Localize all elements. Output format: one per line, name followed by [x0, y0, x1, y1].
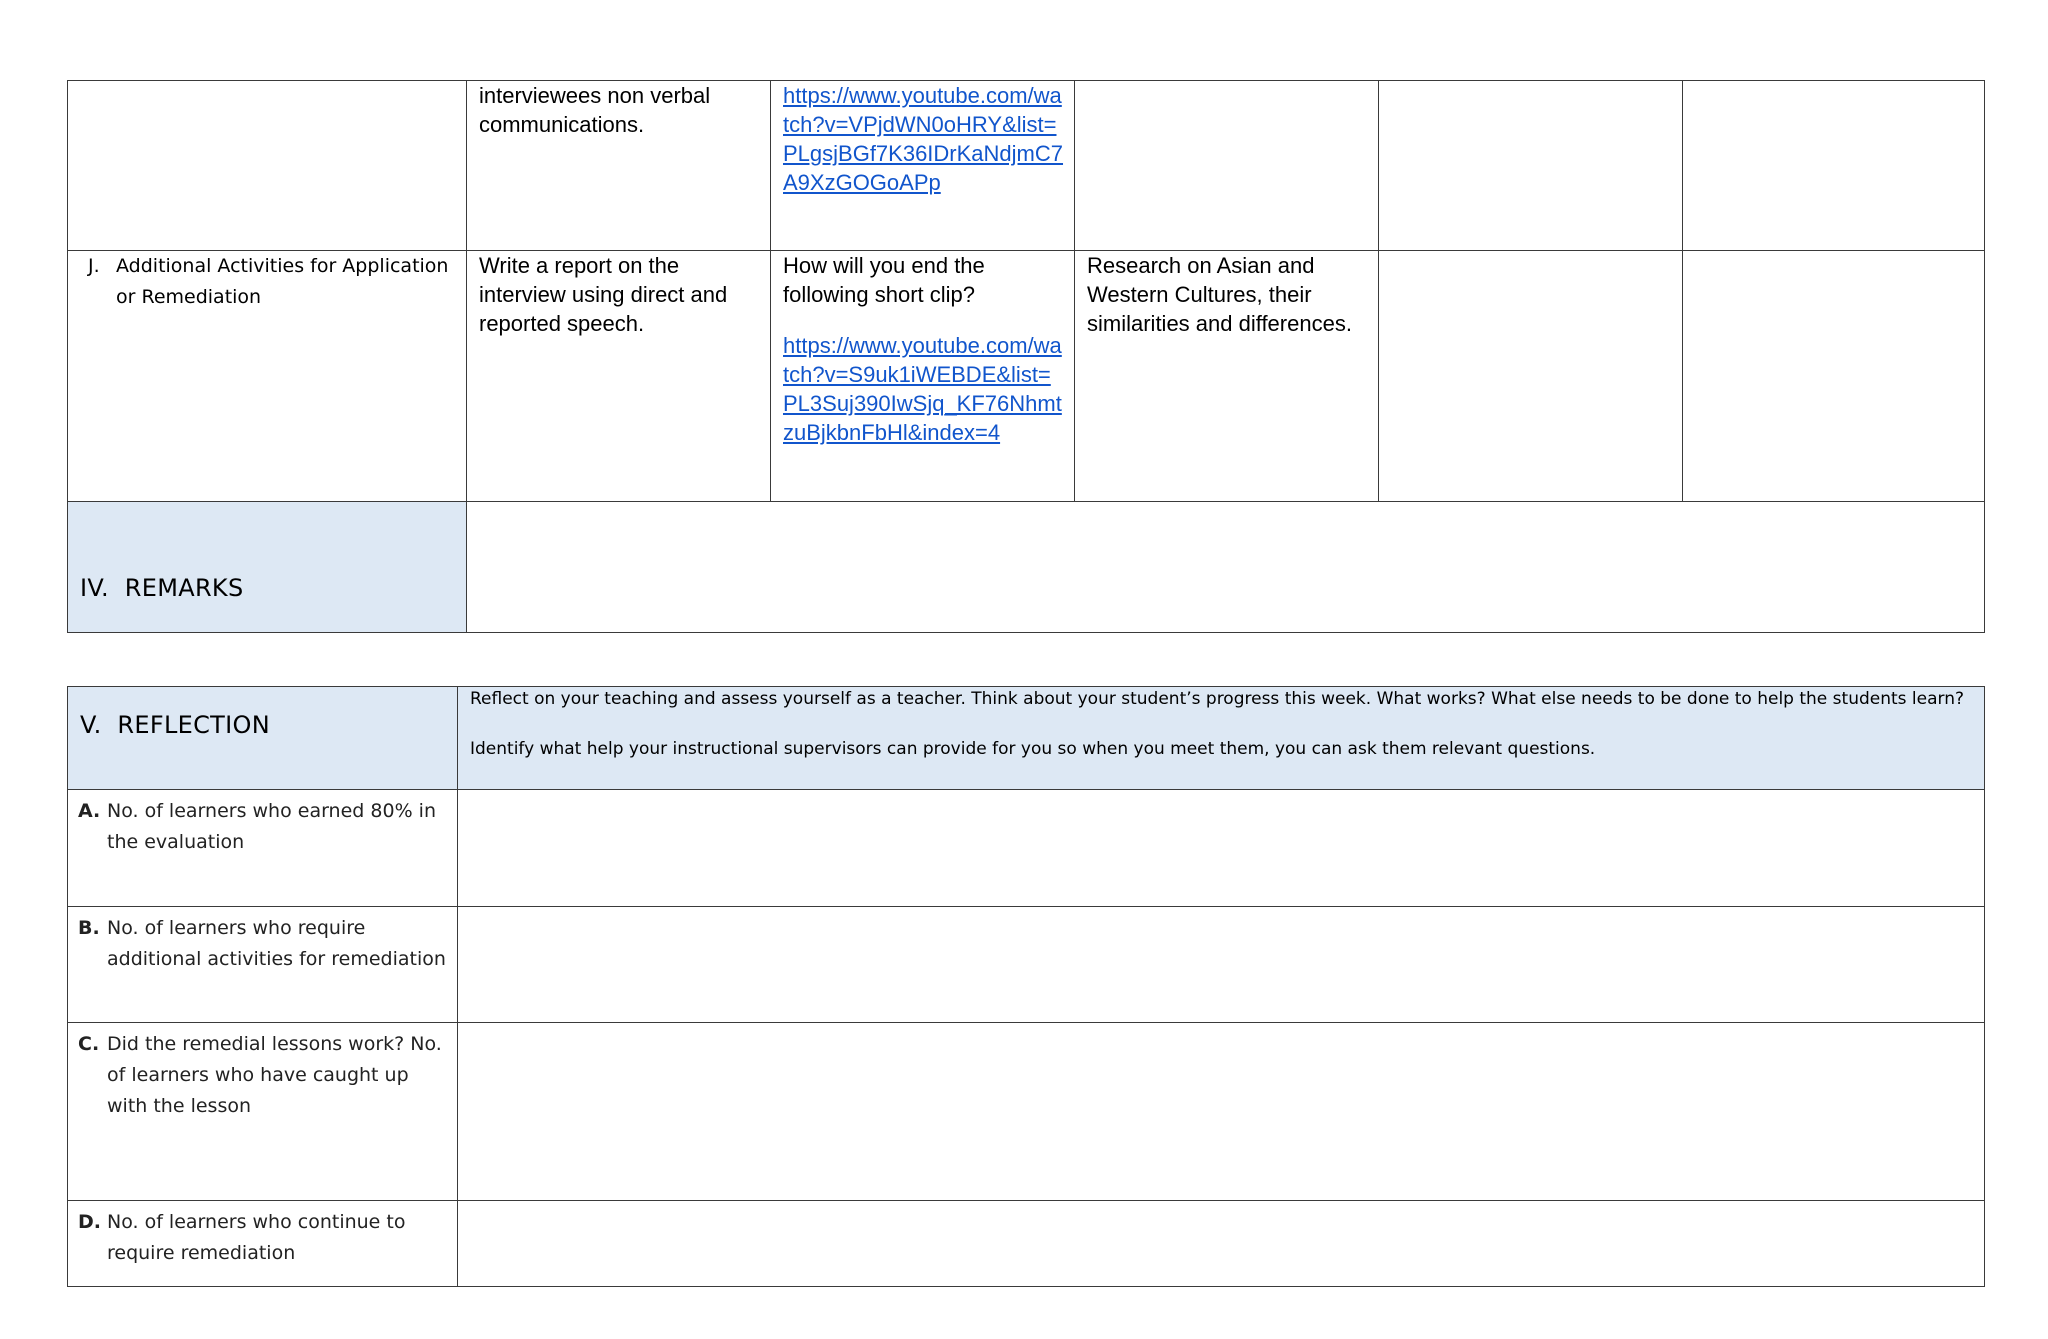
item-c-label-cell	[68, 1023, 458, 1201]
item-c-text: Did the remedial lessons work? No. of learners who have caught up with the lesson	[107, 1033, 442, 1117]
row2-col3-cell	[771, 251, 1075, 502]
item-c-letter: C.	[78, 1033, 100, 1055]
row1-col4-cell	[1075, 81, 1379, 251]
row2-col4-cell	[1075, 251, 1379, 502]
remarks-numeral: IV.	[80, 574, 109, 602]
label-text: Additional Activities for Application or Remediation	[116, 255, 449, 308]
item-a-label-cell	[68, 790, 458, 907]
row1-col5-cell	[1379, 81, 1683, 251]
item-d-label-cell	[68, 1201, 458, 1286]
row1-col3-cell	[771, 81, 1075, 251]
additional-activities-label	[88, 251, 466, 313]
reflection-heading	[80, 711, 270, 739]
reflection-table	[67, 686, 1985, 1287]
row2-col2-text: Write a report on the interview using direct and reported speech.	[479, 253, 728, 336]
item-d	[78, 1207, 448, 1269]
item-b-answer-cell[interactable]	[458, 907, 1984, 1023]
item-b-letter: B.	[78, 917, 100, 939]
item-d-text: No. of learners who continue to require remediation	[107, 1211, 406, 1264]
item-b	[78, 913, 448, 975]
row2-col6-cell	[1683, 251, 1984, 502]
row2-col2-cell	[467, 251, 771, 502]
row1-col6-cell	[1683, 81, 1984, 251]
remarks-content-cell[interactable]	[467, 502, 1984, 632]
reflection-prompt-cell	[458, 687, 1984, 790]
row2-col3-question: How will you end the following short clip?	[783, 253, 985, 307]
row2-video-link[interactable]: https://www.youtube.com/watch?v=S9uk1iWEBDE&list=PL3Suj390IwSjq_KF76NhmtzuBjkbnFbHl&index=4	[783, 333, 1062, 445]
reflection-prompt-2: Identify what help your instructional supervisors can provide for you so when you meet them, you can ask them relevant questions.	[470, 739, 1596, 759]
row1-label-cell	[68, 81, 467, 251]
item-a-answer-cell[interactable]	[458, 790, 1984, 907]
remarks-label-cell	[68, 502, 467, 632]
row2-col5-cell	[1379, 251, 1683, 502]
item-d-answer-cell[interactable]	[458, 1201, 1984, 1286]
lesson-activities-table	[67, 80, 1985, 633]
row1-video-link[interactable]: https://www.youtube.com/watch?v=VPjdWN0oHRY&list=PLgsjBGf7K36IDrKaNdjmC7A9XzGOGoAPp	[783, 83, 1064, 195]
row1-col2-text: interviewees non verbal communications.	[479, 83, 711, 137]
reflection-prompt-1: Reflect on your teaching and assess yourself as a teacher. Think about your student’s progress this week. What works? What else needs to be done to help the students learn?	[470, 689, 1965, 709]
item-c-answer-cell[interactable]	[458, 1023, 1984, 1201]
item-a-text: No. of learners who earned 80% in the evaluation	[107, 800, 436, 853]
reflection-numeral: V.	[80, 711, 102, 739]
item-a-letter: A.	[78, 800, 101, 822]
row2-label-cell	[68, 251, 467, 502]
item-b-label-cell	[68, 907, 458, 1023]
label-letter-j: J.	[88, 255, 100, 277]
reflection-label: REFLECTION	[117, 711, 270, 739]
row1-col2-cell	[467, 81, 771, 251]
item-a	[78, 796, 448, 858]
item-b-text: No. of learners who require additional activities for remediation	[107, 917, 446, 970]
remarks-label: REMARKS	[124, 574, 244, 602]
item-d-letter: D.	[78, 1211, 101, 1233]
item-c	[78, 1029, 448, 1122]
remarks-heading	[80, 574, 244, 602]
row2-col4-text: Research on Asian and Western Cultures, their similarities and differences.	[1087, 253, 1352, 336]
reflection-label-cell	[68, 687, 458, 790]
